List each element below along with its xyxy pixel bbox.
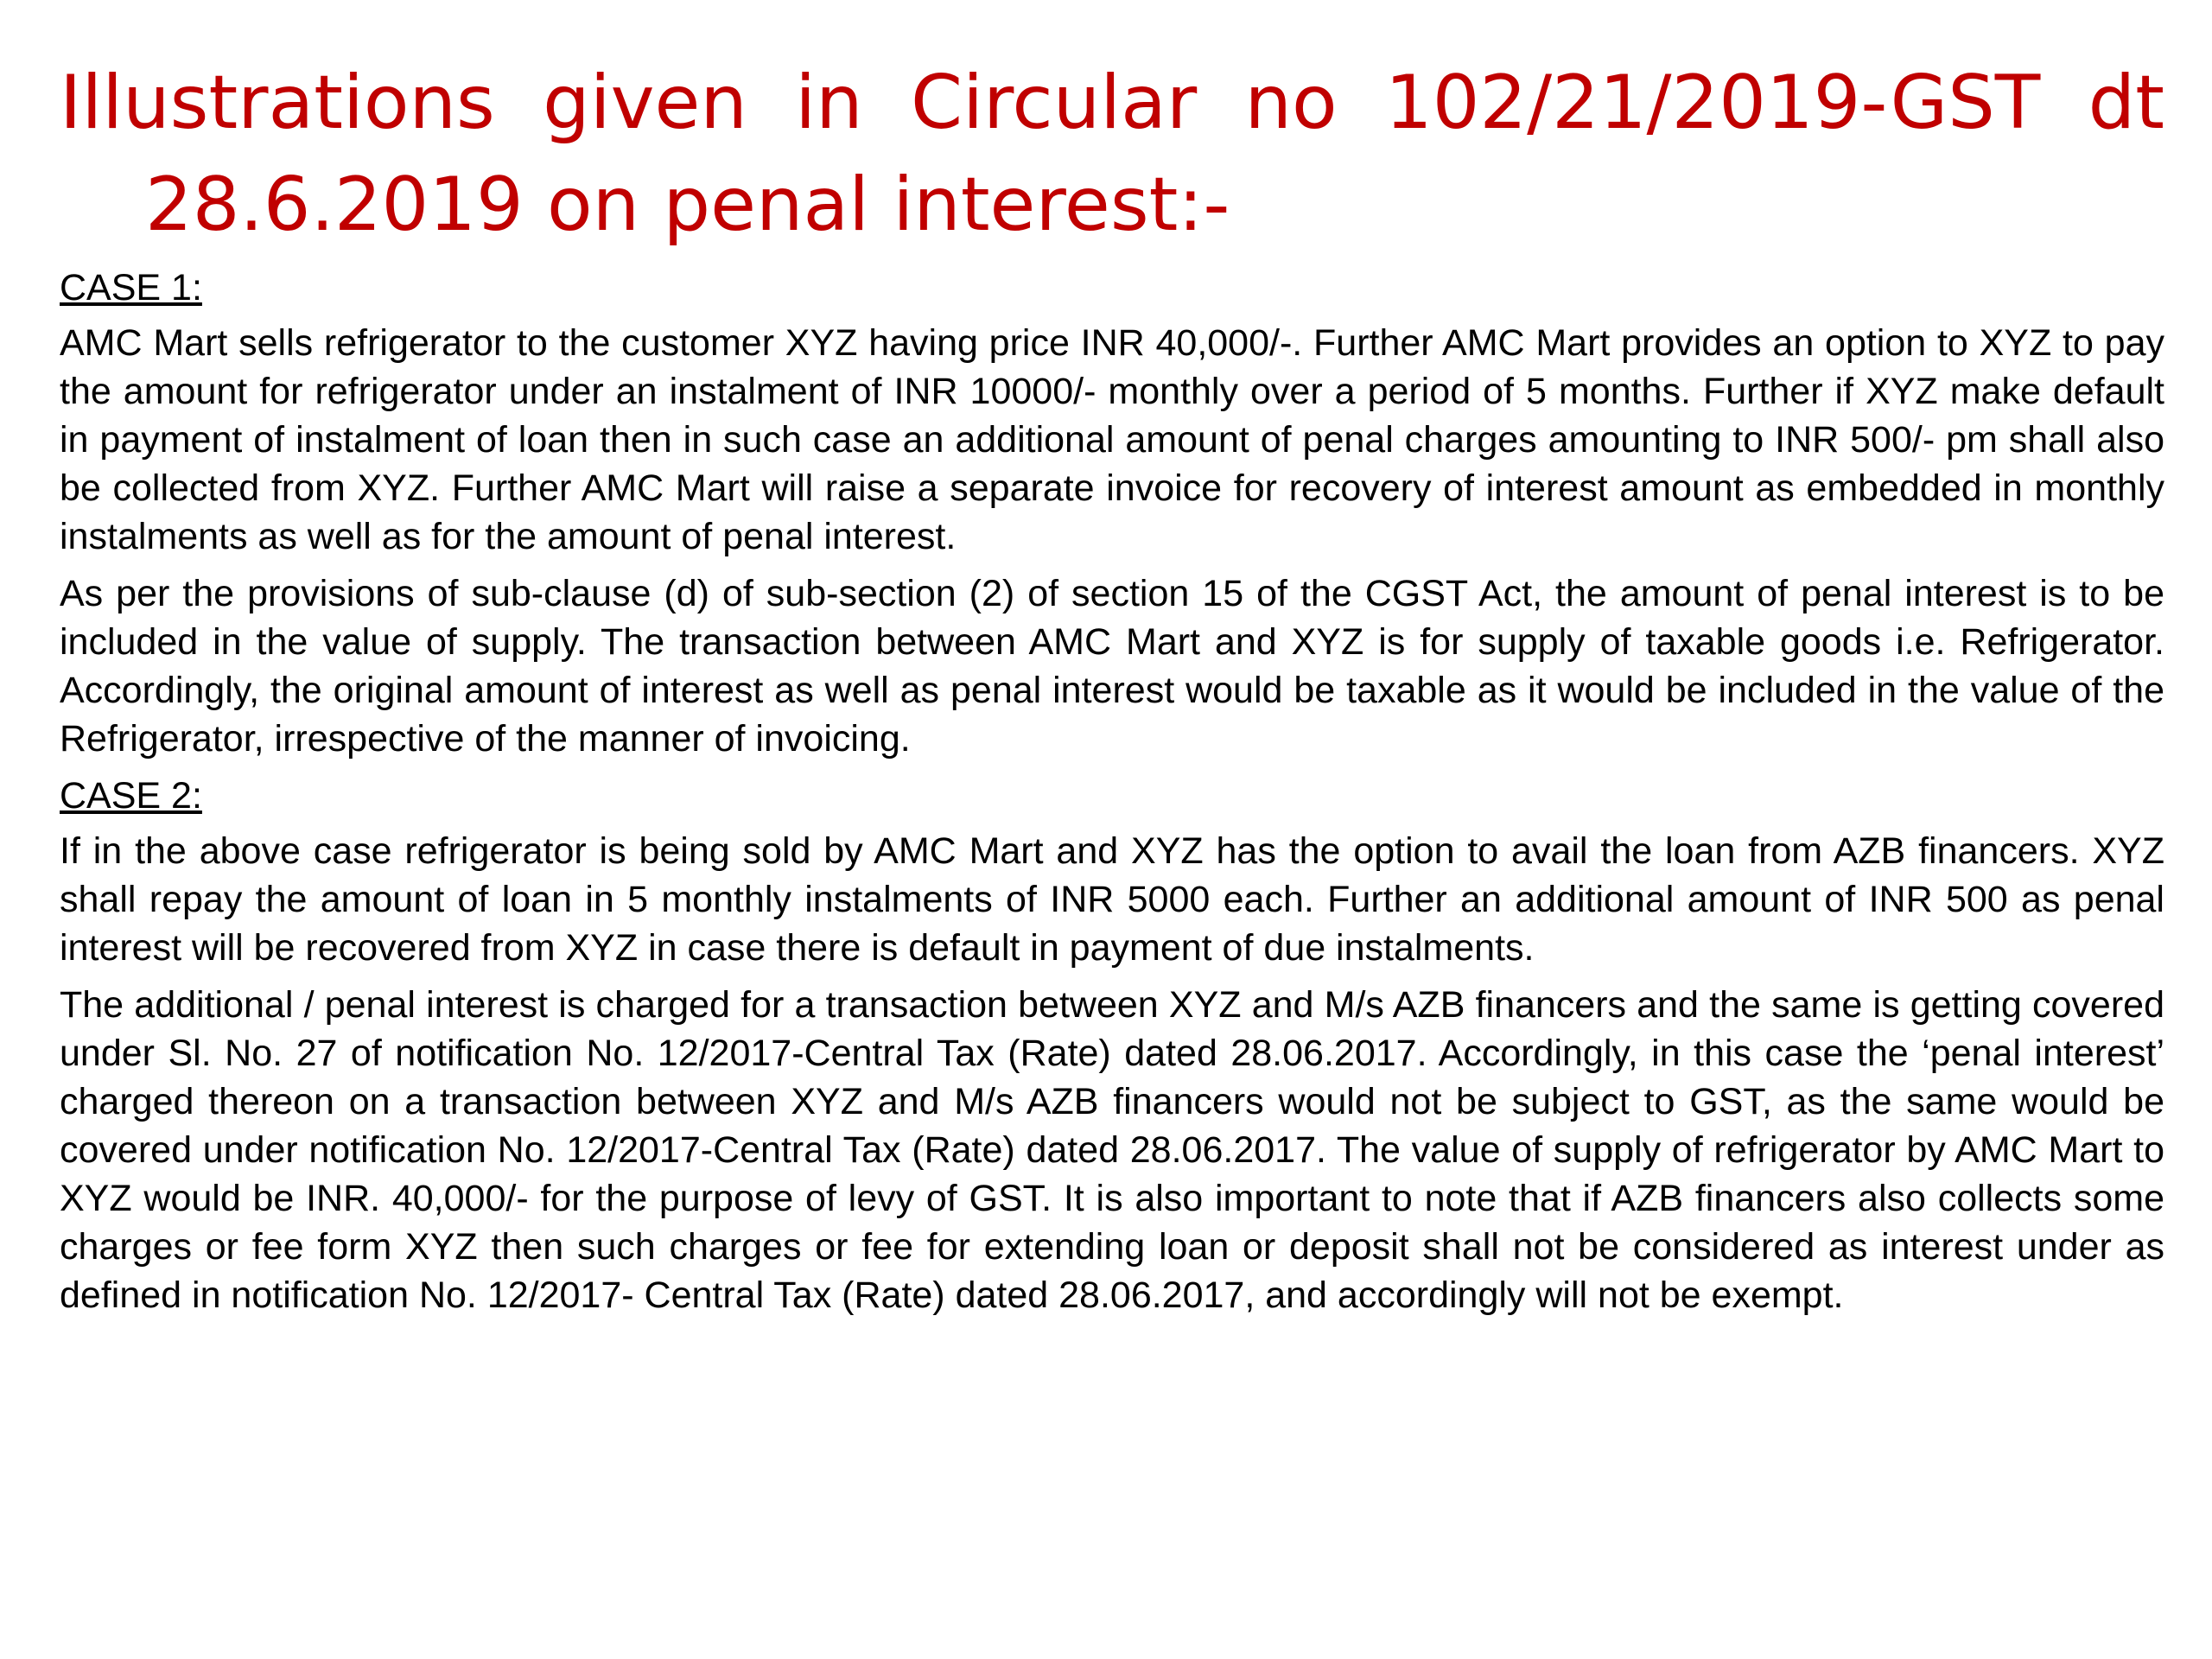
slide-body	[60, 264, 2164, 1328]
case-2-paragraph-1: If in the above case refrigerator is being sold by AMC Mart and XYZ has the option to avail the loan from AZB financers. XYZ shall repay the amount of loan in 5 monthly instalments of INR 5000 each. Further an additional amount of INR 500 as penal interest will be recovered from XYZ in case there is default in payment of due instalments.	[60, 830, 2164, 969]
case-2-section	[60, 772, 2164, 1319]
case-2-paragraph-2: The additional / penal interest is charged for a transaction between XYZ and M/s AZB financers and the same is getting covered under Sl. No. 27 of notification No. 12/2017-Central Tax (Rate) dated 28.06.2017. Accordingly, in this case the ‘penal interest’ charged thereon on a transaction between XYZ and M/s AZB financers would not be subject to GST, as the same would be covered under notification No. 12/2017-Central Tax (Rate) dated 28.06.2017. The value of supply of refrigerator by AMC Mart to XYZ would be INR. 40,000/- for the purpose of levy of GST. It is also important to note that if AZB financers also collects some charges or fee form XYZ then such charges or fee for extending loan or deposit shall not be considered as interest under as defined in notification No. 12/2017- Central Tax (Rate) dated 28.06.2017, and accordingly will not be exempt.	[60, 984, 2164, 1316]
slide-title-line-1: Illustrations given in Circular no 102/21/2019-GST dt	[60, 60, 2164, 146]
case-1-section	[60, 264, 2164, 763]
case-2-heading: CASE 2:	[60, 775, 202, 817]
case-1-paragraph-1: AMC Mart sells refrigerator to the customer XYZ having price INR 40,000/-. Further AMC Mart provides an option to XYZ to pay the amount for refrigerator under an instalment of INR 10000/- monthly over a period of 5 months. Further if XYZ make default in payment of instalment of loan then in such case an additional amount of penal charges amounting to INR 500/- pm shall also be collected from XYZ. Further AMC Mart will raise a separate invoice for recovery of interest amount as embedded in monthly instalments as well as for the amount of penal interest.	[60, 322, 2164, 557]
case-1-paragraph-2: As per the provisions of sub-clause (d) of sub-section (2) of section 15 of the CGST Act, the amount of penal interest is to be included in the value of supply. The transaction between AMC Mart and XYZ is for supply of taxable goods i.e. Refrigerator. Accordingly, the original amount of interest as well as penal interest would be taxable as it would be included in the value of the Refrigerator, irrespective of the manner of invoicing.	[60, 573, 2164, 760]
slide-title-line-2: 28.6.2019 on penal interest:-	[145, 162, 1230, 248]
case-1-heading: CASE 1:	[60, 267, 202, 308]
slide-title	[60, 52, 2164, 256]
